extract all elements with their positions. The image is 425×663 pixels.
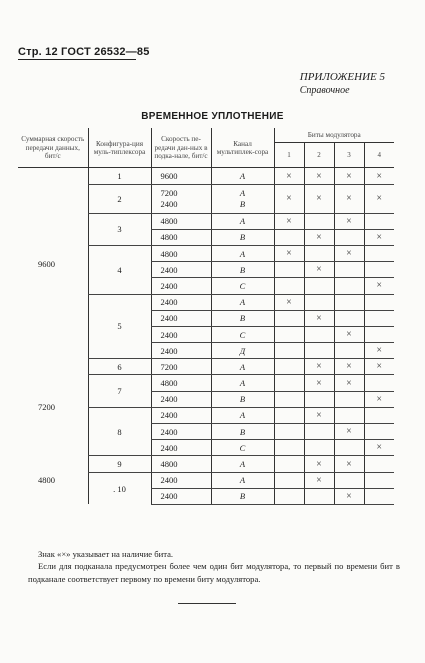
bit-mark: × — [346, 361, 352, 373]
bit-1-cell — [274, 424, 304, 440]
bit-4-cell — [364, 391, 394, 407]
note-2: Если для подканала предусмотрен более чем один бит модулятора, то первый по времени бит в подканале соответствует первому по времени биту модулятора. — [28, 561, 400, 584]
channel-cell: A — [211, 407, 274, 423]
bit-1-cell — [274, 278, 304, 294]
channel-cell: A — [211, 359, 274, 375]
bit-3-cell — [334, 213, 364, 229]
subchannel-speed-cell: 4800 — [151, 213, 211, 229]
subchannel-speed-cell: 4800 — [151, 245, 211, 261]
bit-3-cell — [334, 343, 364, 359]
header-bits: Биты модулятора — [274, 128, 394, 143]
bit-1-cell — [274, 472, 304, 488]
bit-mark: × — [316, 377, 322, 389]
subchannel-speed-cell: 2400 — [151, 262, 211, 278]
bit-4-cell — [364, 488, 394, 504]
bit-4-cell — [364, 184, 394, 213]
channel-cell: B — [211, 310, 274, 326]
bit-2-cell — [304, 310, 334, 326]
subchannel-speed-cell: 4800 — [151, 229, 211, 245]
bit-3-cell — [334, 407, 364, 423]
subchannel-speed-cell: 2400 — [151, 310, 211, 326]
bit-3-cell — [334, 359, 364, 375]
channel-cell: C — [211, 440, 274, 456]
total-speed-cell: 4800 — [38, 475, 55, 486]
bit-mark: × — [376, 170, 383, 182]
page-header — [18, 46, 150, 60]
bit-1-cell — [274, 488, 304, 504]
bit-2-cell — [304, 184, 334, 213]
bit-1-cell — [274, 245, 304, 261]
bit-mark: × — [286, 193, 292, 205]
channel-cell: A B — [211, 184, 274, 213]
subchannel-speed-cell: 2400 — [151, 440, 211, 456]
total-speed-cell: 9600 — [38, 258, 55, 269]
subchannel-speed-cell: 4800 — [151, 375, 211, 391]
bit-2-cell — [304, 245, 334, 261]
table-body — [18, 168, 394, 505]
bit-mark: × — [346, 490, 352, 502]
bit-2-cell — [304, 168, 334, 184]
document-title: ВРЕМЕННОЕ УПЛОТНЕНИЕ — [141, 111, 284, 122]
note-1: Знак «×» указывает на наличие бита. — [38, 549, 174, 559]
appendix-title: ПРИЛОЖЕНИЕ 5 — [299, 71, 385, 83]
bit-mark: × — [316, 409, 322, 421]
bit-mark: × — [376, 361, 383, 373]
bit-2-cell — [304, 343, 334, 359]
bit-4-cell — [364, 229, 394, 245]
bit-2-cell — [304, 229, 334, 245]
bit-mark: × — [376, 231, 383, 243]
bit-3-cell — [334, 294, 364, 310]
subchannel-speed-cell: 2400 — [151, 326, 211, 342]
config-cell: 1 — [88, 168, 151, 184]
bit-1-cell — [274, 359, 304, 375]
bit-3-cell — [334, 262, 364, 278]
bit-4-cell — [364, 168, 394, 184]
bit-1-cell — [274, 440, 304, 456]
page-label: Стр. 12 ГОСТ 26532—85 — [18, 46, 150, 58]
bit-3-cell — [334, 168, 364, 184]
bit-3-cell — [334, 456, 364, 472]
bit-4-cell — [364, 472, 394, 488]
bit-1-cell — [274, 184, 304, 213]
bit-3-cell — [334, 391, 364, 407]
channel-cell: A — [211, 294, 274, 310]
footer-rule — [178, 603, 236, 604]
config-cell: . 10 — [88, 472, 151, 504]
bit-mark: × — [316, 312, 322, 324]
bit-4-cell — [364, 375, 394, 391]
bit-mark: × — [286, 248, 292, 260]
bit-mark: × — [316, 193, 322, 205]
subchannel-speed-cell: 9600 — [151, 168, 211, 184]
bit-1-cell — [274, 375, 304, 391]
bit-2-cell — [304, 359, 334, 375]
bit-3-cell — [334, 440, 364, 456]
time-multiplexing-table — [18, 128, 394, 505]
config-cell: 6 — [88, 359, 151, 375]
total-speed-cell: 7200 — [38, 402, 55, 413]
subchannel-speed-cell: 2400 — [151, 343, 211, 359]
bit-mark: × — [346, 193, 352, 205]
bit-1-cell — [274, 326, 304, 342]
channel-cell: B — [211, 229, 274, 245]
subchannel-speed-cell: 2400 — [151, 472, 211, 488]
table-row — [18, 359, 394, 375]
channel-cell: B — [211, 424, 274, 440]
header-config: Конфигура-ция муль-типлексора — [88, 128, 151, 168]
notes — [28, 548, 400, 585]
bit-2-cell — [304, 391, 334, 407]
bit-2-cell — [304, 440, 334, 456]
config-cell: 8 — [88, 407, 151, 456]
bit-mark: × — [376, 345, 383, 357]
bit-2-cell — [304, 326, 334, 342]
bit-3-cell — [334, 245, 364, 261]
bit-4-cell — [364, 262, 394, 278]
subchannel-speed-cell: 2400 — [151, 278, 211, 294]
bit-mark: × — [346, 215, 352, 227]
bit-3-cell — [334, 278, 364, 294]
bit-mark: × — [376, 393, 383, 405]
subchannel-speed-cell: 2400 — [151, 294, 211, 310]
channel-cell: C — [211, 326, 274, 342]
bit-4-cell — [364, 326, 394, 342]
bit-mark: × — [316, 458, 322, 470]
bit-1-cell — [274, 391, 304, 407]
header-underline — [18, 59, 136, 60]
bit-1-cell — [274, 343, 304, 359]
bit-4-cell — [364, 278, 394, 294]
bit-mark: × — [286, 170, 292, 182]
bit-2-cell — [304, 294, 334, 310]
config-cell: 7 — [88, 375, 151, 407]
bit-2-cell — [304, 262, 334, 278]
config-cell: 4 — [88, 245, 151, 294]
bit-2-cell — [304, 407, 334, 423]
channel-cell: B — [211, 262, 274, 278]
channel-cell: B — [211, 488, 274, 504]
header-total-speed: Суммарная скорость передачи данных, бит/с — [18, 128, 88, 168]
bit-mark: × — [316, 170, 322, 182]
config-cell: 5 — [88, 294, 151, 359]
bit-1-cell — [274, 229, 304, 245]
channel-cell: A — [211, 472, 274, 488]
header-bit-4: 4 — [364, 143, 394, 168]
bit-2-cell — [304, 488, 334, 504]
subchannel-speed-cell: 4800 — [151, 456, 211, 472]
header-bit-3: 3 — [334, 143, 364, 168]
channel-cell: C — [211, 278, 274, 294]
bit-2-cell — [304, 213, 334, 229]
header-bit-1: 1 — [274, 143, 304, 168]
bit-1-cell — [274, 213, 304, 229]
bit-mark: × — [346, 170, 352, 182]
bit-1-cell — [274, 310, 304, 326]
bit-1-cell — [274, 407, 304, 423]
bit-mark: × — [376, 280, 383, 292]
bit-mark: × — [316, 361, 322, 373]
bit-3-cell — [334, 424, 364, 440]
table-row — [18, 456, 394, 472]
appendix-subtitle: Справочное — [299, 85, 350, 96]
bit-mark: × — [316, 231, 322, 243]
bit-3-cell — [334, 184, 364, 213]
subchannel-speed-cell: 2400 — [151, 407, 211, 423]
channel-cell: Д — [211, 343, 274, 359]
bit-4-cell — [364, 424, 394, 440]
config-cell: 3 — [88, 213, 151, 245]
bit-4-cell — [364, 213, 394, 229]
bit-mark: × — [316, 474, 322, 486]
bit-4-cell — [364, 343, 394, 359]
channel-cell: B — [211, 391, 274, 407]
channel-cell: A — [211, 213, 274, 229]
channel-cell: A — [211, 245, 274, 261]
bit-4-cell — [364, 359, 394, 375]
channel-cell: A — [211, 375, 274, 391]
header-channel: Канал мультиплек-сора — [211, 128, 274, 168]
bit-3-cell — [334, 472, 364, 488]
bit-2-cell — [304, 424, 334, 440]
config-cell: 2 — [88, 184, 151, 213]
bit-mark: × — [346, 377, 352, 389]
bit-mark: × — [286, 215, 292, 227]
subchannel-speed-cell: 2400 — [151, 488, 211, 504]
table-header-row — [18, 128, 394, 143]
bit-mark: × — [346, 248, 352, 260]
bit-4-cell — [364, 294, 394, 310]
bit-1-cell — [274, 262, 304, 278]
subchannel-speed-cell: 7200 2400 — [151, 184, 211, 213]
bit-mark: × — [286, 296, 292, 308]
bit-4-cell — [364, 245, 394, 261]
header-subchannel-speed: Скорость пе-редачи дан-ных в подка-нале, бит/с — [151, 128, 211, 168]
appendix-label — [300, 70, 385, 98]
bit-1-cell — [274, 294, 304, 310]
bit-2-cell — [304, 278, 334, 294]
bit-4-cell — [364, 440, 394, 456]
bit-2-cell — [304, 472, 334, 488]
bit-mark: × — [376, 442, 383, 454]
subchannel-speed-cell: 7200 — [151, 359, 211, 375]
bit-3-cell — [334, 375, 364, 391]
bit-mark: × — [346, 458, 352, 470]
bit-1-cell — [274, 168, 304, 184]
bit-4-cell — [364, 407, 394, 423]
bit-4-cell — [364, 310, 394, 326]
subchannel-speed-cell: 2400 — [151, 424, 211, 440]
bit-4-cell — [364, 456, 394, 472]
header-bit-2: 2 — [304, 143, 334, 168]
table-row — [18, 168, 394, 184]
bit-mark: × — [346, 329, 352, 340]
bit-2-cell — [304, 375, 334, 391]
bit-mark: × — [376, 193, 383, 205]
bit-2-cell — [304, 456, 334, 472]
bit-3-cell — [334, 229, 364, 245]
subchannel-speed-cell: 2400 — [151, 391, 211, 407]
bit-1-cell — [274, 456, 304, 472]
bit-mark: × — [316, 264, 322, 276]
bit-3-cell — [334, 488, 364, 504]
bit-3-cell — [334, 310, 364, 326]
channel-cell: A — [211, 456, 274, 472]
bit-3-cell — [334, 326, 364, 342]
bit-mark: × — [346, 426, 352, 438]
channel-cell: A — [211, 168, 274, 184]
config-cell: 9 — [88, 456, 151, 472]
